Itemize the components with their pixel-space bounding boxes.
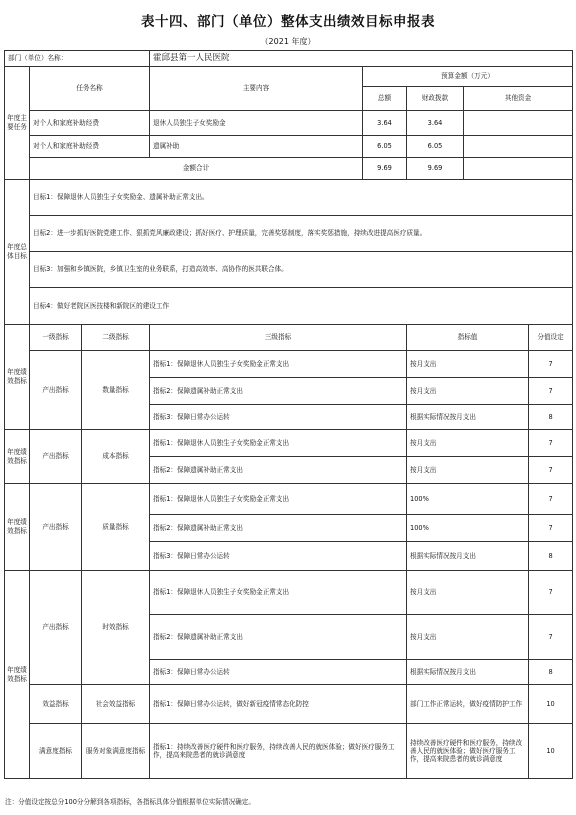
goal-row: [5, 216, 573, 252]
indicator-header-row: [5, 325, 573, 351]
budget-other-header: 其他资金: [464, 87, 573, 111]
indicator-row: [5, 571, 573, 615]
level3-cell: 指标1：保障退休人员独生子女奖励金正常支出: [150, 430, 407, 457]
level2-cell: 社会效益指标: [82, 685, 150, 724]
indicator-block-label: 年度绩效指标: [5, 484, 30, 571]
level3-cell: 指标2：保障遗属补助正常支出: [150, 457, 407, 484]
level3-cell: 指标1：持续改善医疗硬件和医疗服务，持续改善人民的就医体验；做好医疗服务工作，提高来院患者的就诊满意度: [150, 724, 407, 779]
level3-cell: 指标1：保障退休人员独生子女奖励金正常支出: [150, 484, 407, 515]
task-row: [5, 136, 573, 158]
indicator-score: 7: [529, 351, 573, 378]
report-year: （2021 年度）: [260, 37, 316, 46]
level2-cell: 质量指标: [82, 484, 150, 571]
indicator-value: 按月支出: [407, 571, 529, 615]
goal-row: [5, 252, 573, 288]
indicator-block-label: 年度绩效指标: [5, 430, 30, 484]
level1-cell: 产出指标: [30, 351, 82, 430]
level3-cell: 指标1：保障日常办公运转，做好新冠疫情常态化防控: [150, 685, 407, 724]
level3-cell: 指标3：保障日常办公运转: [150, 660, 407, 685]
indicator-row: [5, 351, 573, 378]
amount-sum-label: 金额合计: [30, 158, 363, 180]
indicator-value: 按月支出: [407, 457, 529, 484]
level2-cell: 数量指标: [82, 351, 150, 430]
level1-cell: 产出指标: [30, 484, 82, 571]
indicator-row: [5, 724, 573, 779]
indicator-score: 7: [529, 457, 573, 484]
goal-item: 目标1：保障退休人员独生子女奖励金、遗属补助正常支出。: [30, 180, 573, 216]
task-content: 退休人员独生子女奖励金: [150, 111, 363, 136]
performance-table: [4, 50, 573, 779]
indicator-score: 7: [529, 484, 573, 515]
indicator-block-label: 年度绩效指标: [5, 571, 30, 779]
level3-cell: 指标2：保障遗属补助正常支出: [150, 615, 407, 660]
indicator-row: [5, 430, 573, 457]
amount-sum-other: [464, 158, 573, 180]
indicator-score: 10: [529, 724, 573, 779]
indicator-value: 100%: [407, 484, 529, 515]
level3-header: 三级指标: [150, 325, 407, 351]
task-name-header: 任务名称: [30, 67, 150, 111]
level3-cell: 指标3：保障日常办公运转: [150, 405, 407, 430]
level3-cell: 指标2：保障遗属补助正常支出: [150, 515, 407, 542]
goal-item: 目标4：做好老院区医技楼和新院区的建设工作: [30, 288, 573, 325]
indicator-score: 7: [529, 615, 573, 660]
level2-header: 二级指标: [82, 325, 150, 351]
unit-name-label: 部门（单位）名称：: [5, 51, 150, 67]
indicator-value: 根据实际情况按月支出: [407, 542, 529, 571]
goal-item: 目标3：加强和乡镇医院，乡镇卫生室的业务联系，打造高效率、高协作的医共联合体。: [30, 252, 573, 288]
indicator-value: 持续改善医疗硬件和医疗服务，持续改善人民的就医体验；做好医疗服务工作，提高来院患者的就诊满意度: [407, 724, 529, 779]
indicator-score: 7: [529, 378, 573, 405]
goals-row-label: 年度总体目标: [5, 180, 30, 325]
indicator-row: [5, 484, 573, 515]
indicator-value: 按月支出: [407, 615, 529, 660]
task-total: 6.05: [363, 136, 407, 158]
indicator-value: 根据实际情况按月支出: [407, 660, 529, 685]
footnote: 注：分值设定按总分100分分解到各项指标，各指标具体分值根据单位实际情况确定。: [5, 798, 255, 806]
level2-cell: 成本指标: [82, 430, 150, 484]
goal-row: [5, 288, 573, 325]
task-name: 对个人和家庭补助经费: [30, 111, 150, 136]
indicator-value-header: 指标值: [407, 325, 529, 351]
level3-cell: 指标2：保障遗属补助正常支出: [150, 378, 407, 405]
indicator-score: 7: [529, 571, 573, 615]
level1-header: 一级指标: [30, 325, 82, 351]
level1-cell: 产出指标: [30, 571, 82, 685]
task-content: 遗属补助: [150, 136, 363, 158]
indicator-score: 8: [529, 542, 573, 571]
task-other: [464, 136, 573, 158]
budget-total-header: 总额: [363, 87, 407, 111]
level2-cell: 服务对象满意度指标: [82, 724, 150, 779]
level3-cell: 指标3：保障日常办公运转: [150, 542, 407, 571]
indicator-score: 7: [529, 430, 573, 457]
unit-row: [5, 51, 573, 67]
indicator-value: 根据实际情况按月支出: [407, 405, 529, 430]
unit-name-value: 霍邱县第一人民医院: [150, 51, 573, 67]
level2-cell: 时效指标: [82, 571, 150, 685]
indicator-score: 8: [529, 660, 573, 685]
indicator-block-label: 年度绩效指标: [5, 325, 30, 430]
level1-cell: 满意度指标: [30, 724, 82, 779]
task-row: [5, 111, 573, 136]
amount-sum-fiscal: 9.69: [407, 158, 464, 180]
indicator-value: 100%: [407, 515, 529, 542]
indicator-score: 7: [529, 515, 573, 542]
indicator-value: 按月支出: [407, 430, 529, 457]
task-total: 3.64: [363, 111, 407, 136]
goal-row: [5, 180, 573, 216]
task-other: [464, 111, 573, 136]
level1-cell: 效益指标: [30, 685, 82, 724]
indicator-score: 10: [529, 685, 573, 724]
level1-cell: 产出指标: [30, 430, 82, 484]
score-header: 分值设定: [529, 325, 573, 351]
task-sum-row: [5, 158, 573, 180]
amount-sum-total: 9.69: [363, 158, 407, 180]
indicator-score: 8: [529, 405, 573, 430]
indicator-value: 按月支出: [407, 351, 529, 378]
budget-amount-header: 预算金额（万元）: [363, 67, 573, 87]
indicator-row: [5, 685, 573, 724]
goal-item: 目标2：进一步抓好医院党建工作、狠抓党风廉政建设；抓好医疗、护理质量，完善奖惩制度，落实奖惩措施，持续改进提高医疗质量。: [30, 216, 573, 252]
task-name: 对个人和家庭补助经费: [30, 136, 150, 158]
level3-cell: 指标1：保障退休人员独生子女奖励金正常支出: [150, 571, 407, 615]
task-content-header: 主要内容: [150, 67, 363, 111]
indicator-value: 按月支出: [407, 378, 529, 405]
tasks-row-label: 年度主要任务: [5, 67, 30, 180]
page-title: 表十四、部门（单位）整体支出绩效目标申报表: [141, 14, 435, 30]
task-fiscal: 6.05: [407, 136, 464, 158]
task-fiscal: 3.64: [407, 111, 464, 136]
budget-fiscal-header: 财政拨款: [407, 87, 464, 111]
indicator-value: 部门工作正常运转，做好疫情防护工作: [407, 685, 529, 724]
level3-cell: 指标1：保障退休人员独生子女奖励金正常支出: [150, 351, 407, 378]
task-header-row: [5, 67, 573, 87]
